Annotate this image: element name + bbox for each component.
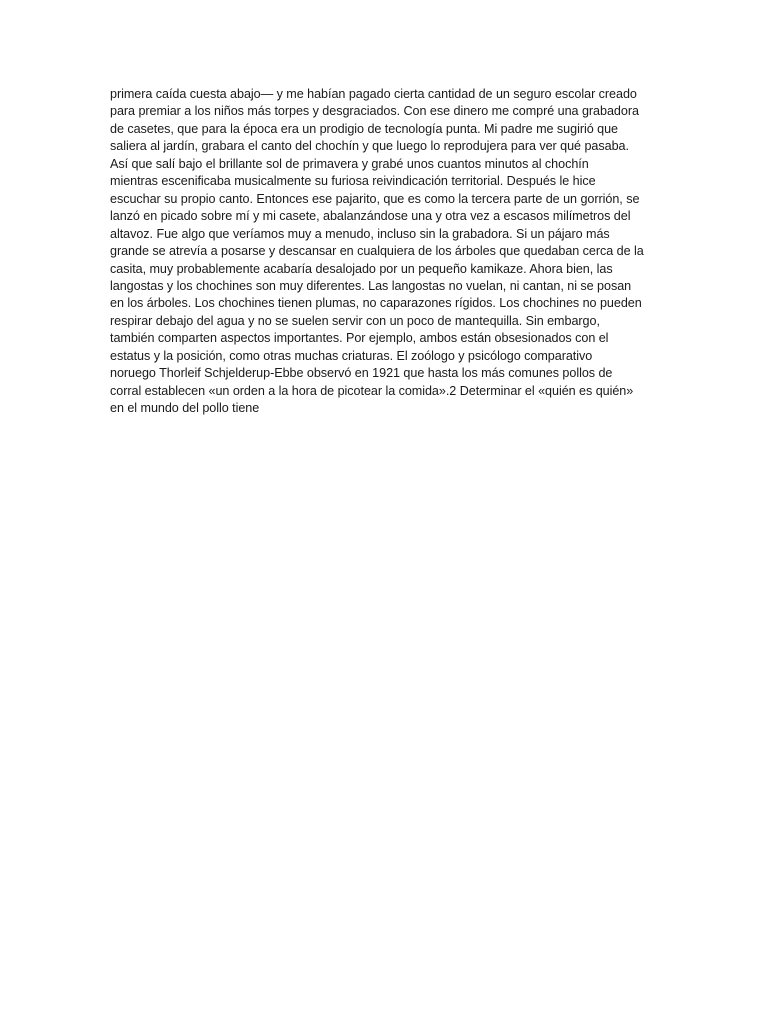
text-line: Así que salí bajo el brillante sol de primavera y grabé unos cuantos minutos al chochín — [110, 156, 589, 171]
body-paragraph — [110, 86, 662, 418]
text-line: mientras escenificaba musicalmente su furiosa reivindicación territorial. Después le hice — [110, 174, 596, 189]
text-line: respirar debajo del agua y no se suelen servir con un poco de mantequilla. Sin embargo, — [110, 313, 600, 328]
text-line: de casetes, que para la época era un prodigio de tecnología punta. Mi padre me sugirió que — [110, 121, 618, 136]
text-line: casita, muy probablemente acabaría desalojado por un pequeño kamikaze. Ahora bien, las — [110, 261, 613, 276]
text-line: en los árboles. Los chochines tienen plumas, no caparazones rígidos. Los chochines no pueden — [110, 296, 642, 311]
text-line: lanzó en picado sobre mí y mi casete, abalanzándose una y otra vez a escasos milímetros del — [110, 209, 631, 224]
text-line: altavoz. Fue algo que veríamos muy a menudo, incluso sin la grabadora. Si un pájaro más — [110, 226, 610, 241]
text-line: también comparten aspectos importantes. Por ejemplo, ambos están obsesionados con el — [110, 331, 609, 346]
text-line: primera caída cuesta abajo— y me habían pagado cierta cantidad de un seguro escolar creado — [110, 87, 637, 101]
text-line: langostas y los chochines son muy diferentes. Las langostas no vuelan, ni cantan, ni se posan — [110, 278, 632, 293]
text-line: en el mundo del pollo tiene — [110, 401, 260, 416]
text-line: saliera al jardín, grabara el canto del chochín y que luego lo reprodujera para ver qué pasaba. — [110, 139, 629, 154]
text-line: para premiar a los niños más torpes y desgraciados. Con ese dinero me compré una grabadora — [110, 104, 639, 119]
text-line: noruego Thorleif Schjelderup-Ebbe observó en 1921 que hasta los más comunes pollos de — [110, 366, 613, 381]
text-line: corral establecen «un orden a la hora de picotear la comida».2 Determinar el «quién es quién» — [110, 383, 634, 398]
text-line: estatus y la posición, como otras muchas criaturas. El zoólogo y psicólogo comparativo — [110, 348, 593, 363]
text-line: escuchar su propio canto. Entonces ese pajarito, que es como la tercera parte de un gorrión, se — [110, 191, 640, 206]
text-line: grande se atrevía a posarse y descansar en cualquiera de los árboles que quedaban cerca de la — [110, 244, 644, 259]
